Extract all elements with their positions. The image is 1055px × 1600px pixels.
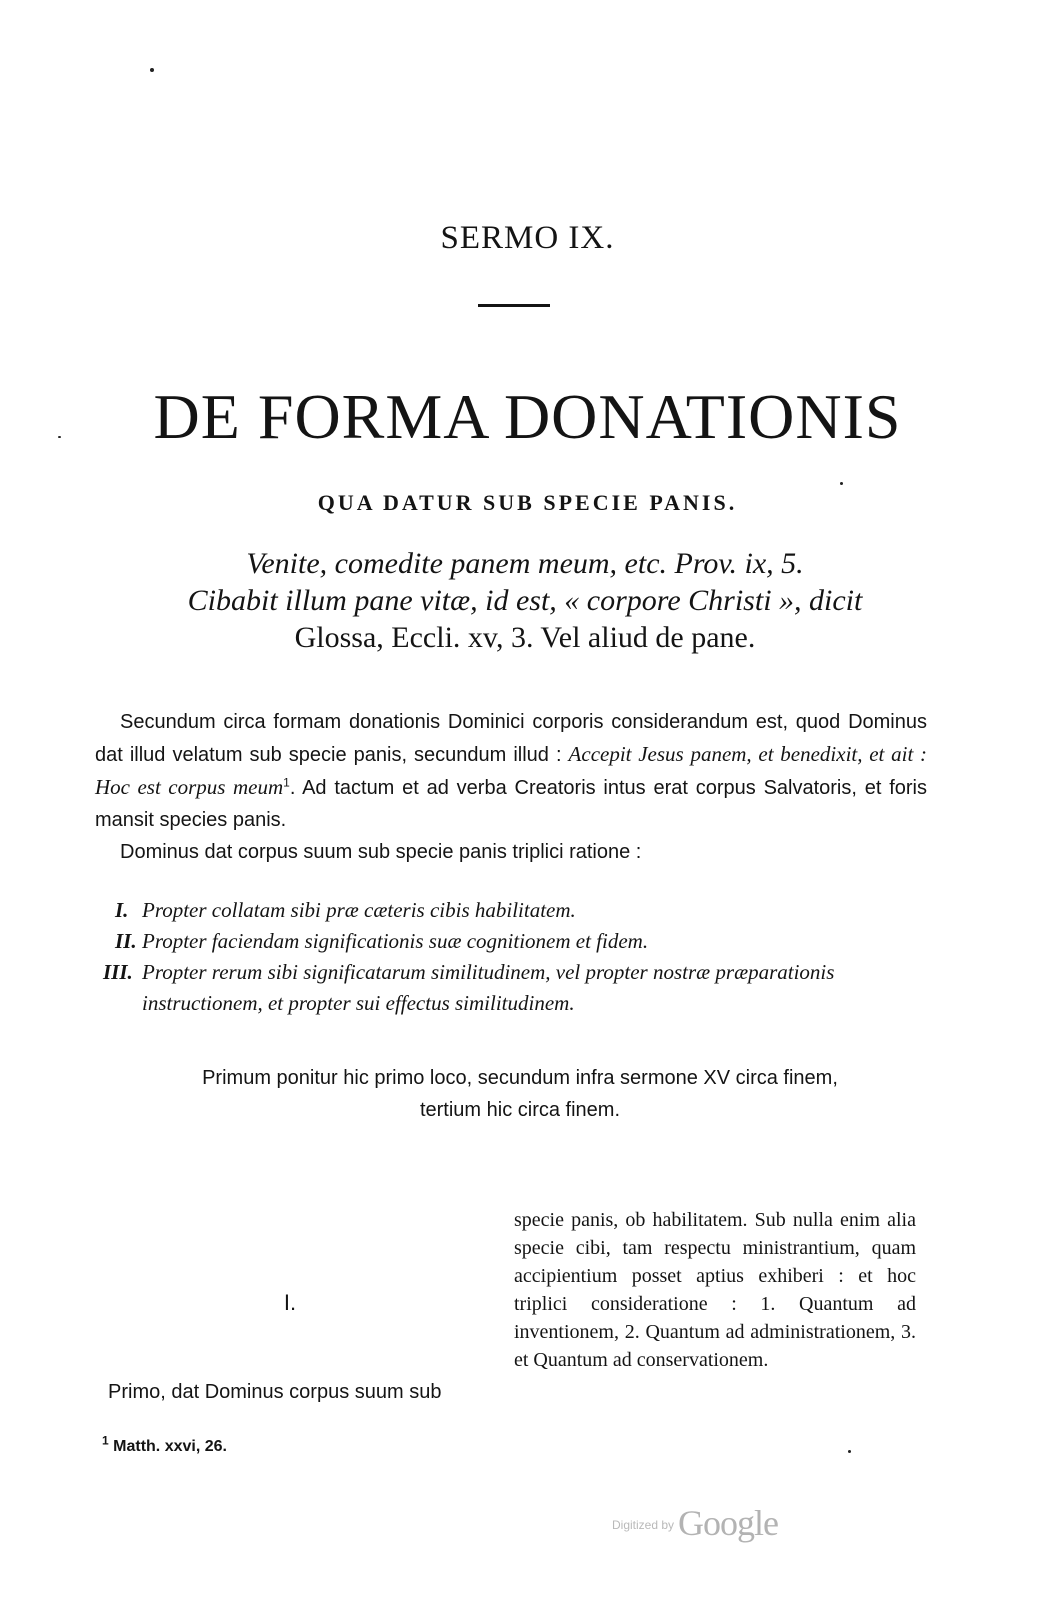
scripture-quote: Accepit Jesus panem, et benedixit, et ait : Hoc est corpus meum [95, 742, 927, 799]
epigraph-line: Cibabit illum pane vitæ, id est, « corpore Christi », dicit [187, 584, 863, 617]
footnote-ref[interactable]: 1 [283, 775, 290, 790]
paragraph-2: Dominus dat corpus suum sub specie panis triplici ratione : [120, 841, 642, 863]
list-item: III. Propter rerum sibi significatarum similitudinem, vel propter nostræ præparationis instructionem, et propter sui effectus similitudinem. [103, 960, 835, 1015]
scan-speck [58, 436, 61, 438]
subtitle: QUA DATUR SUB SPECIE PANIS. [317, 490, 738, 515]
list-item: I. Propter collatam sibi præ cæteris cibis habilitatem. [115, 898, 576, 922]
google-watermark: $^{Digitized by}$ Google [612, 1503, 779, 1543]
scan-speck [840, 482, 843, 485]
list-item: II. Propter faciendam significationis suæ cognitionem et fidem. [115, 929, 649, 953]
epigraph-line: Glossa, Eccli. xv, 3. Vel aliud de pane. [294, 621, 756, 654]
right-column-text: specie panis, ob habilitatem. Sub nulla enim alia specie cibi, tam respectu ministrantium, quam accipientium posset aptius exhiberi : et hoc triplici consideratione : 1. Quantum ad inventionem, 2. Quantum ad administrationem, 3. et Quantum ad conservationem. [514, 1209, 916, 1371]
epigraph-line: Venite, comedite panem meum, etc. Prov. ix, 5. [246, 547, 804, 580]
paragraph-3: Primum ponitur hic primo loco, secundum infra sermone XV circa finem, tertium hic circa finem. [202, 1067, 838, 1121]
footnote: $^1$ Matth. xxvi, 26. [102, 1433, 227, 1455]
scan-speck [848, 1450, 851, 1453]
reasons-list [103, 895, 930, 1019]
scan-speck [150, 68, 154, 72]
paragraph-1: Secundum circa formam donationis Dominici corporis considerandum est, quod Dominus dat illud velatum sub specie panis, secundum illud : Accepit Jesus panem, et benedixit, et ait : Hoc est corpus meum$^1$. Ad tactum et ad verba Creatoris intus erat corpus Salvatoris, et foris mansit species panis. [95, 711, 927, 831]
footnote-mark: 1 [102, 1433, 109, 1448]
section-heading: I. [283, 1290, 297, 1315]
title-rule [478, 304, 550, 307]
page-title: DE FORMA DONATIONIS [153, 381, 902, 452]
google-logo: Google [678, 1503, 779, 1543]
sermon-number: SERMO IX. [440, 220, 615, 256]
epigraph [110, 545, 940, 656]
left-column-text: Primo, dat Dominus corpus suum sub [108, 1381, 442, 1403]
